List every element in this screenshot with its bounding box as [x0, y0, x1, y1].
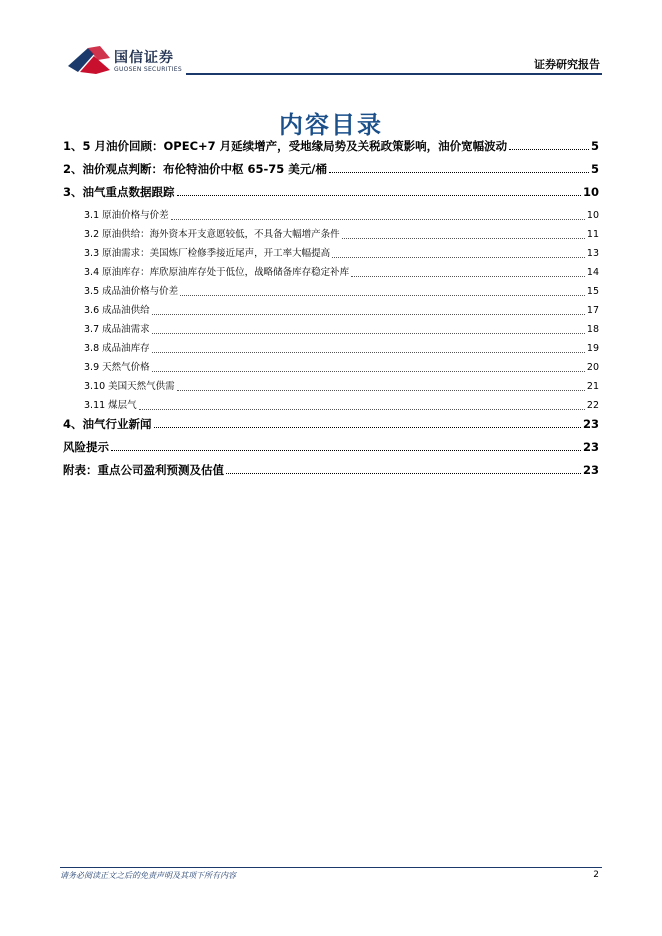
- toc-dot-leader: [226, 473, 581, 474]
- toc-entry[interactable]: [63, 416, 599, 432]
- toc-entry-title: 风险提示: [63, 440, 109, 454]
- toc-dot-leader: [177, 390, 585, 391]
- toc-entry-title: 2、油价观点判断：布伦特油价中枢 65-75 美元/桶: [63, 162, 327, 176]
- toc-page-number: 10: [586, 210, 599, 221]
- toc-page-number: 22: [586, 400, 599, 411]
- toc-entry-title: 3.9 天然气价格: [84, 362, 150, 373]
- page-number: 2: [593, 870, 599, 880]
- toc-entry-title: 3.1 原油价格与价差: [84, 210, 169, 221]
- toc-dot-leader: [154, 427, 581, 428]
- toc-dot-leader: [152, 371, 585, 372]
- toc-subentry[interactable]: [63, 399, 599, 413]
- toc-entry-title: 3.5 成品油价格与价差: [84, 286, 179, 297]
- footer-divider: [60, 867, 602, 868]
- toc-dot-leader: [329, 172, 589, 173]
- toc-entry-title: 1、5 月油价回顾：OPEC+7 月延续增产，受地缘局势及关税政策影响，油价宽幅波动: [63, 139, 508, 153]
- footer-disclaimer: 请务必阅读正文之后的免责声明及其项下所有内容: [60, 871, 236, 880]
- toc-page-number: 14: [586, 267, 599, 278]
- toc-entry[interactable]: [63, 161, 599, 177]
- toc-dot-leader: [342, 238, 585, 239]
- toc-entry-title: 3.7 成品油需求: [84, 324, 150, 335]
- toc-entry-title: 3.10 美国天然气供需: [84, 381, 175, 392]
- toc-entry-title: 4、油气行业新闻: [63, 417, 152, 431]
- toc-page-number: 18: [586, 324, 599, 335]
- toc-page-number: 10: [582, 185, 599, 199]
- toc-page-number: 23: [582, 417, 599, 431]
- toc-entry[interactable]: [63, 439, 599, 455]
- toc-page-number: 5: [590, 139, 599, 153]
- toc-entry-title: 3.8 成品油库存: [84, 343, 150, 354]
- toc-page-number: 19: [586, 343, 599, 354]
- page-header: [0, 0, 662, 80]
- toc-dot-leader: [139, 409, 585, 410]
- toc-subentry[interactable]: [63, 361, 599, 375]
- toc-page-number: 20: [586, 362, 599, 373]
- toc-entry-title: 3.3 原油需求：美国炼厂检修季接近尾声，开工率大幅提高: [84, 248, 331, 259]
- toc-entry-title: 3.2 原油供给：海外资本开支意愿较低，不具备大幅增产条件: [84, 229, 340, 240]
- toc-page-number: 13: [586, 248, 599, 259]
- toc-page-number: 15: [586, 286, 599, 297]
- toc-subentry[interactable]: [63, 285, 599, 299]
- toc-subentry[interactable]: [63, 342, 599, 356]
- toc-entry[interactable]: [63, 462, 599, 478]
- toc-subentry[interactable]: [63, 266, 599, 280]
- toc-title: 内容目录: [279, 111, 383, 139]
- guosen-logo: [66, 44, 196, 78]
- toc-entry-title: 3.11 煤层气: [84, 400, 137, 411]
- toc-dot-leader: [171, 219, 585, 220]
- toc-entry[interactable]: [63, 138, 599, 154]
- toc-page-number: 23: [582, 440, 599, 454]
- report-type-label: 证券研究报告: [534, 58, 600, 71]
- toc-subentry[interactable]: [63, 304, 599, 318]
- toc-page-number: 5: [590, 162, 599, 176]
- toc-dot-leader: [111, 450, 581, 451]
- toc-entry-title: 3.4 原油库存：库欣原油库存处于低位，战略储备库存稳定补库: [84, 267, 350, 278]
- logo-en-text: GUOSEN SECURITIES: [114, 66, 183, 73]
- header-divider: [186, 73, 602, 75]
- toc-dot-leader: [180, 295, 585, 296]
- toc-dot-leader: [177, 195, 581, 196]
- toc-page-number: 11: [586, 229, 599, 240]
- toc-page-number: 17: [586, 305, 599, 316]
- toc-page-number: 23: [582, 463, 599, 477]
- toc-subentry[interactable]: [63, 323, 599, 337]
- toc-subentry[interactable]: [63, 228, 599, 242]
- logo-cn-text: 国信证券: [114, 50, 174, 66]
- toc-dot-leader: [152, 352, 585, 353]
- toc-dot-leader: [351, 276, 585, 277]
- toc-entry[interactable]: [63, 184, 599, 200]
- toc-entry-title: 3.6 成品油供给: [84, 305, 150, 316]
- toc-page-number: 21: [586, 381, 599, 392]
- toc-subentry[interactable]: [63, 247, 599, 261]
- toc-subentry[interactable]: [63, 380, 599, 394]
- guosen-logo-icon: [66, 44, 112, 78]
- toc-dot-leader: [152, 314, 585, 315]
- toc-dot-leader: [332, 257, 585, 258]
- toc-subentry[interactable]: [63, 209, 599, 223]
- toc-dot-leader: [152, 333, 585, 334]
- toc-entry-title: 3、油气重点数据跟踪: [63, 185, 175, 199]
- toc-entry-title: 附表：重点公司盈利预测及估值: [63, 463, 224, 477]
- toc-dot-leader: [509, 149, 589, 150]
